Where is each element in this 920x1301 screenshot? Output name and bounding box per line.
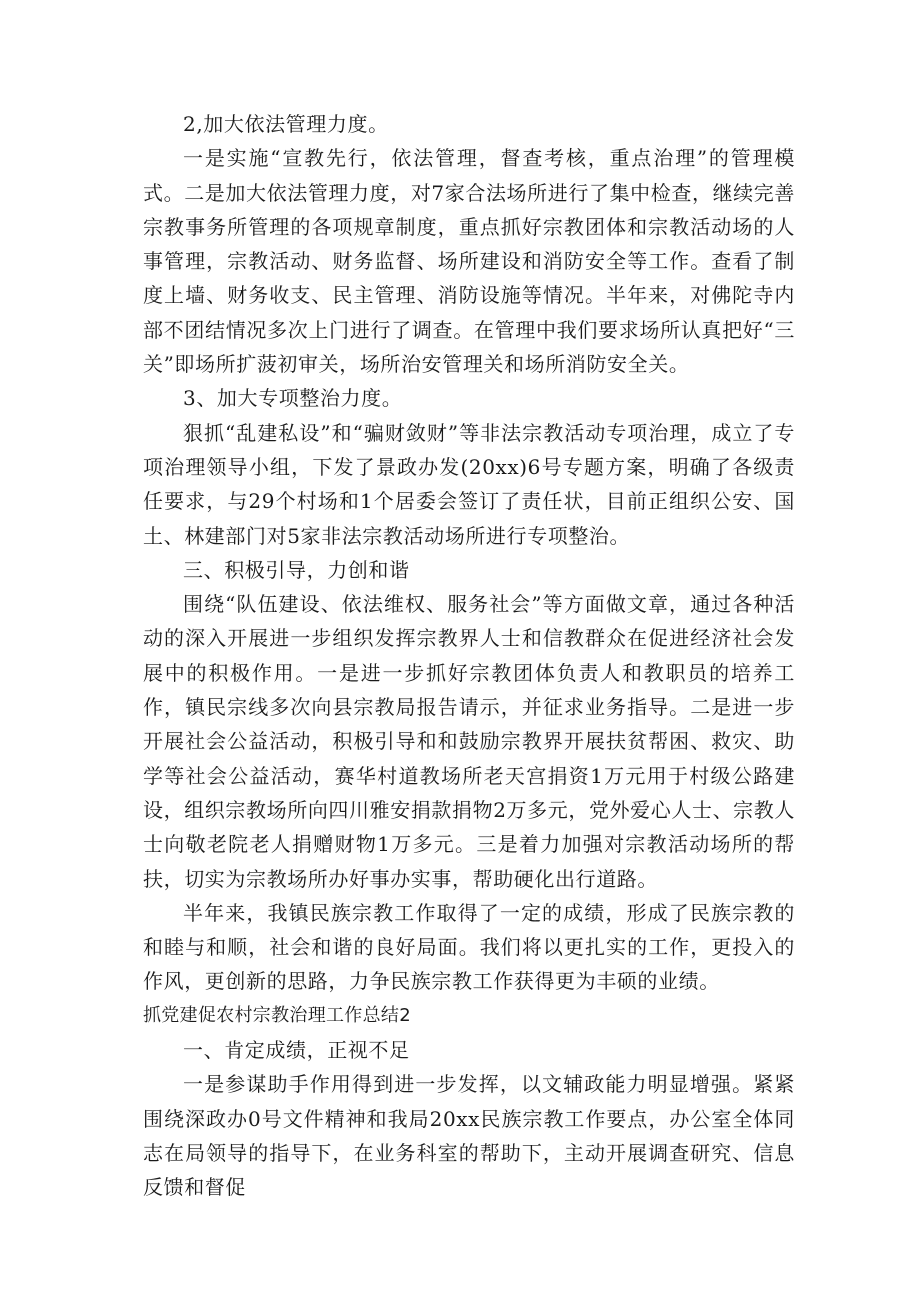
body-paragraph: 半年来，我镇民族宗教工作取得了一定的成绩，形成了民族宗教的和睦与和顺，社会和谐的良好局面。我们将以更扎实的工作，更投入的作风，更创新的思路，力争民族宗教工作获得更为丰硕的业绩。 xyxy=(143,900,795,994)
section-heading: 2,加大依法管理力度。 xyxy=(183,112,389,136)
section-heading: 三、积极引导，力创和谐 xyxy=(183,557,410,582)
body-paragraph: 一是实施“宣教先行，依法管理，督查考核，重点治理”的管理模式。二是加大依法管理力度，对7家合法场所进行了集中检查，继续完善宗教事务所管理的各项规章制度，重点抓好宗教团体和宗教活动场的人事管理，宗教活动、财务监督、场所建设和消防安全等工作。查看了制度上墙、财务收支、民主管理、消防设施等情况。半年来，对佛陀寺内部不团结情况多次上门进行了调查。在管理中我们要求场所认真把好“三关”即场所扩菠初审关，场所治安管理关和场所消防安全关。 xyxy=(143,146,795,377)
document-title: 抓党建促农村宗教治理工作总结2 xyxy=(143,1004,411,1026)
body-paragraph: 狠抓“乱建私设”和“骗财敛财”等非法宗教活动专项治理，成立了专项治理领导小组，下发了景政办发(20xx)6号专题方案，明确了各级责任要求，与29个村场和1个居委会签订了责任状，目前正组织公安、国土、林建部门对5家非法宗教活动场所进行专项整治。 xyxy=(143,420,795,548)
body-paragraph: 围绕“队伍建设、依法维权、服务社会”等方面做文章，通过各种活动的深入开展进一步组织发挥宗教界人士和信教群众在促进经济社会发展中的积极作用。一是进一步抓好宗教团体负责人和教职员的培养工作，镇民宗线多次向县宗教局报告请示，并征求业务指导。二是进一步开展社会公益活动，积极引导和和鼓励宗教界开展扶贫帮困、救灾、助学等社会公益活动，赛华村道教场所老天宫捐资1万元用于村级公路建设，组织宗教场所向四川雅安捐款捐物2万多元，党外爱心人士、宗教人士向敬老院老人捐赠财物1万多元。三是着力加强对宗教活动场所的帮扶，切实为宗教场所办好事办实事，帮助硬化出行道路。 xyxy=(143,592,795,891)
section-heading: 3、加大专项整治力度。 xyxy=(183,386,403,411)
document-body xyxy=(143,107,795,1205)
body-paragraph: 一是参谋助手作用得到进一步发挥，以文辅政能力明显增强。紧紧围绕深政办0号文件精神和我局20xx民族宗教工作要点，办公室全体同志在局领导的指导下，在业务科室的帮助下，主动开展调查研究、信息反馈和督促 xyxy=(143,1072,795,1200)
section-heading: 一、肯定成绩，正视不足 xyxy=(183,1038,410,1063)
